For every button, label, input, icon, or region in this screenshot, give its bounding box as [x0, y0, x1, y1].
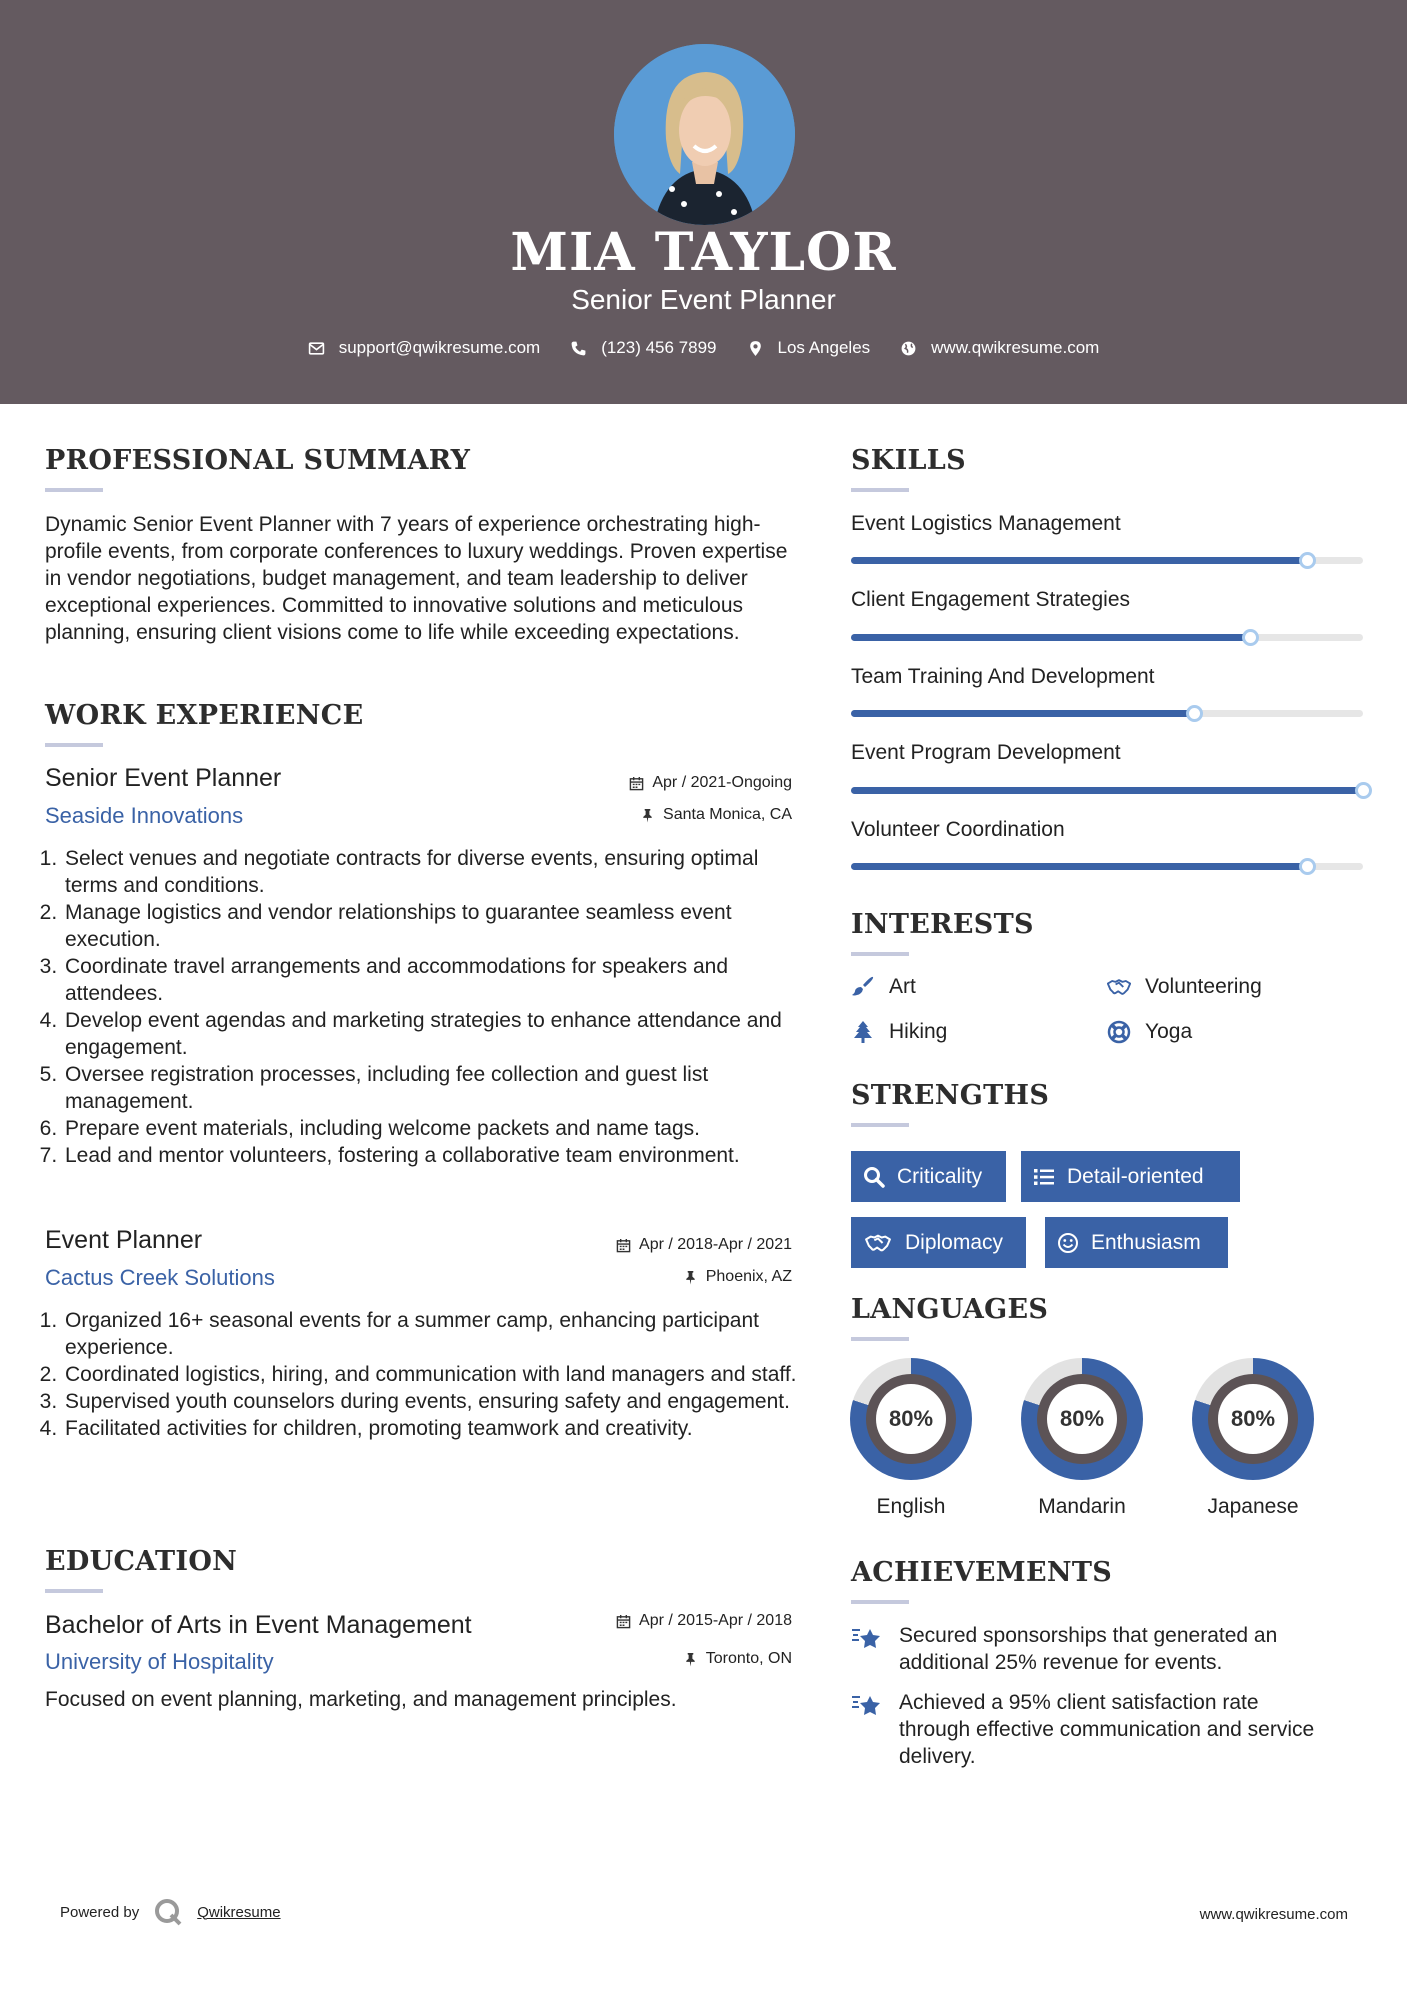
skill-bar — [851, 710, 1363, 717]
smile-icon — [1057, 1232, 1079, 1254]
list-item: 6. Prepare event materials, including welcome packets and name tags. — [63, 1115, 805, 1142]
interest-item — [1107, 1020, 1192, 1044]
strength-chip — [1045, 1217, 1228, 1268]
pushpin-icon — [683, 1652, 698, 1667]
powered-by-text: Powered by — [60, 1903, 140, 1921]
interest-label: Volunteering — [1145, 975, 1262, 998]
strengths-underline — [851, 1123, 909, 1127]
location-text: Los Angeles — [777, 338, 871, 357]
skill-label: Event Program Development — [851, 741, 1121, 764]
skill-bar-fill — [851, 863, 1307, 870]
calendar-icon — [629, 776, 644, 791]
profile-photo — [614, 44, 795, 225]
strength-label: Enthusiasm — [1091, 1230, 1201, 1254]
skill-bar-fill — [851, 634, 1250, 641]
achievement-item — [851, 1689, 1331, 1770]
summary-text: Dynamic Senior Event Planner with 7 years of experience orchestrating high-profile events, from corporate conferences to luxury weddings. Proven expertise in vendor negotiations, budget management, and team leadership to deliver exceptional experiences. Committed to innovative solutions and meticulous planning, ensuring client visions come to life while exceeding expectations. — [45, 513, 788, 644]
interest-label: Hiking — [889, 1020, 948, 1043]
skill-bar-knob — [1299, 858, 1316, 875]
calendar-icon — [616, 1238, 631, 1253]
language-level: 80% — [1218, 1384, 1288, 1454]
skill-bar — [851, 557, 1363, 564]
footer-branding — [60, 1897, 281, 1927]
list-item: 2. Manage logistics and vendor relationships to guarantee seamless event execution. — [63, 899, 805, 953]
skills-underline — [851, 488, 909, 492]
list-item: 2. Coordinated logistics, hiring, and communication with land managers and staff. — [63, 1361, 805, 1388]
contact-phone[interactable] — [570, 338, 716, 358]
handshake-icon — [863, 1232, 893, 1254]
interest-label: Art — [889, 975, 916, 998]
candidate-name: MIA TAYLOR — [510, 222, 897, 283]
strength-chip — [851, 1217, 1026, 1268]
skill-bar-knob — [1242, 629, 1259, 646]
candidate-role: Senior Event Planner — [571, 284, 836, 315]
skills-heading: SKILLS — [851, 445, 966, 476]
skill-bar-knob — [1299, 552, 1316, 569]
job-duties-list — [45, 1307, 805, 1442]
skill-bar-fill — [851, 557, 1307, 564]
language-ring — [1192, 1358, 1314, 1480]
achievements-underline — [851, 1600, 909, 1604]
skill-bar-fill — [851, 710, 1194, 717]
language-ring — [1021, 1358, 1143, 1480]
list-item: 4. Develop event agendas and marketing strategies to enhance attendance and engagement. — [63, 1007, 805, 1061]
list-item: 3. Coordinate travel arrangements and accommodations for speakers and attendees. — [63, 953, 805, 1007]
contact-website[interactable] — [900, 338, 1099, 358]
contact-location — [747, 338, 871, 358]
pushpin-icon — [683, 1270, 698, 1285]
skill-bar-knob — [1355, 782, 1372, 799]
language-level: 80% — [876, 1384, 946, 1454]
strength-label: Criticality — [897, 1164, 983, 1188]
job-location — [683, 1268, 792, 1286]
list-item: 4. Facilitated activities for children, promoting teamwork and creativity. — [63, 1415, 805, 1442]
dates-text: Apr / 2015-Apr / 2018 — [639, 1612, 792, 1629]
languages-underline — [851, 1337, 909, 1341]
summary-underline — [45, 488, 103, 492]
tree-icon — [851, 1020, 875, 1044]
education-location — [683, 1650, 792, 1668]
pushpin-icon — [640, 808, 655, 823]
skill-bar — [851, 863, 1363, 870]
phone-text: (123) 456 7899 — [601, 338, 717, 357]
globe-icon — [900, 340, 917, 357]
job-title: Senior Event Planner — [45, 764, 282, 792]
calendar-icon — [616, 1614, 631, 1629]
dates-text: Apr / 2021-Ongoing — [652, 774, 792, 791]
education-description: Focused on event planning, marketing, and management principles. — [45, 1688, 677, 1711]
experience-heading: WORK EXPERIENCE — [45, 700, 364, 731]
strength-chip — [1021, 1151, 1240, 1202]
school-name: University of Hospitality — [45, 1649, 274, 1674]
list-item: 1. Organized 16+ seasonal events for a summer camp, enhancing participant experience. — [63, 1307, 805, 1361]
qwikresume-logo-icon — [153, 1897, 183, 1927]
skill-label: Event Logistics Management — [851, 512, 1121, 535]
language-name: Mandarin — [1038, 1495, 1126, 1518]
skill-label: Client Engagement Strategies — [851, 588, 1130, 611]
location-text: Santa Monica, CA — [663, 806, 792, 823]
list-item: 7. Lead and mentor volunteers, fostering a collaborative team environment. — [63, 1142, 805, 1169]
handshake-icon — [1107, 975, 1131, 999]
achievement-item — [851, 1622, 1331, 1676]
lifebuoy-icon — [1107, 1020, 1131, 1044]
shooting-star-icon — [851, 1624, 883, 1654]
list-item: 1. Select venues and negotiate contracts for diverse events, ensuring optimal terms and conditions. — [63, 845, 805, 899]
email-text: support@qwikresume.com — [338, 338, 541, 357]
summary-heading: PROFESSIONAL SUMMARY — [45, 445, 471, 476]
contact-email[interactable] — [308, 338, 541, 358]
contact-bar — [0, 338, 1407, 358]
dates-text: Apr / 2018-Apr / 2021 — [639, 1236, 792, 1253]
website-text: www.qwikresume.com — [931, 338, 1100, 357]
interest-item — [851, 975, 916, 999]
brand-link[interactable]: Qwikresume — [197, 1903, 281, 1921]
skill-label: Team Training And Development — [851, 665, 1155, 688]
skill-bar-fill — [851, 787, 1363, 794]
skill-bar — [851, 787, 1363, 794]
search-icon — [863, 1166, 885, 1188]
education-dates — [616, 1612, 792, 1630]
shooting-star-icon — [851, 1691, 883, 1721]
list-item: 5. Oversee registration processes, including fee collection and guest list management. — [63, 1061, 805, 1115]
strength-chip — [851, 1151, 1006, 1202]
achievement-text: Achieved a 95% client satisfaction rate through effective communication and service delivery. — [899, 1691, 1315, 1768]
location-text: Phoenix, AZ — [705, 1268, 792, 1285]
interest-item — [1107, 975, 1262, 999]
map-marker-icon — [747, 340, 764, 357]
strength-label: Detail-oriented — [1067, 1164, 1204, 1188]
list-icon — [1033, 1166, 1055, 1188]
resume-header — [0, 0, 1407, 404]
languages-heading: LANGUAGES — [851, 1294, 1049, 1325]
experience-underline — [45, 743, 103, 747]
skill-bar — [851, 634, 1363, 641]
job-dates — [616, 1236, 792, 1254]
language-name: English — [876, 1495, 946, 1518]
envelope-icon — [308, 340, 325, 357]
strengths-heading: STRENGTHS — [851, 1080, 1050, 1111]
list-item: 3. Supervised youth counselors during events, ensuring safety and engagement. — [63, 1388, 805, 1415]
achievement-text: Secured sponsorships that generated an additional 25% revenue for events. — [899, 1624, 1278, 1674]
language-ring — [850, 1358, 972, 1480]
location-text: Toronto, ON — [705, 1650, 792, 1667]
interests-underline — [851, 952, 909, 956]
job-dates — [629, 774, 792, 792]
language-name: Japanese — [1207, 1495, 1299, 1518]
education-heading: EDUCATION — [45, 1546, 238, 1577]
interest-label: Yoga — [1145, 1020, 1193, 1043]
language-level: 80% — [1047, 1384, 1117, 1454]
paintbrush-icon — [851, 975, 875, 999]
education-underline — [45, 1589, 103, 1593]
achievements-heading: ACHIEVEMENTS — [851, 1557, 1113, 1588]
degree-title: Bachelor of Arts in Event Management — [45, 1611, 472, 1639]
job-duties-list — [45, 845, 805, 1169]
interest-item — [851, 1020, 947, 1044]
job-company: Cactus Creek Solutions — [45, 1265, 275, 1290]
phone-icon — [570, 340, 587, 357]
job-title: Event Planner — [45, 1226, 203, 1254]
job-company: Seaside Innovations — [45, 803, 244, 828]
interests-heading: INTERESTS — [851, 909, 1034, 940]
skill-bar-knob — [1186, 705, 1203, 722]
footer-website[interactable]: www.qwikresume.com — [1199, 1906, 1348, 1923]
job-location — [640, 806, 792, 824]
skill-label: Volunteer Coordination — [851, 818, 1065, 841]
strength-label: Diplomacy — [905, 1230, 1004, 1254]
